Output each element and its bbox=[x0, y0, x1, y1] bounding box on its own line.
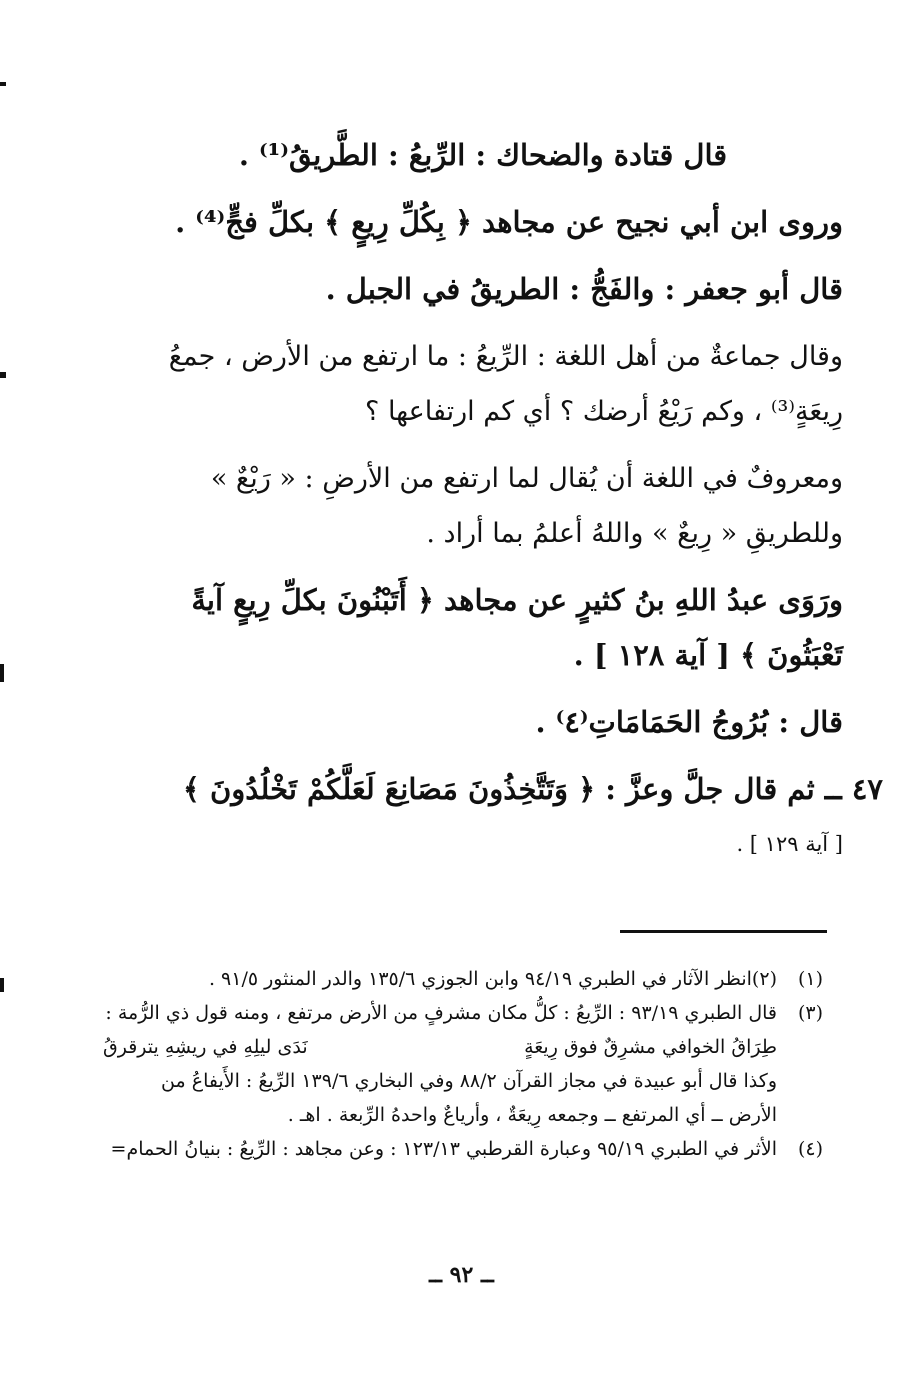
text-line: وقال جماعةٌ من أهل اللغة : الرِّيعُ : ما ارتفع من الأرض ، جمعُ bbox=[168, 341, 843, 372]
page-number: ــ ٩٢ ــ bbox=[429, 1262, 494, 1288]
footnote-number: (١) bbox=[797, 968, 823, 990]
margin-mark bbox=[0, 82, 6, 86]
text-line: رِيعَةٍ⁽³⁾ ، وكم رَيْعُ أرضك ؟ أي كم ارتفاعها ؟ bbox=[365, 396, 843, 427]
paragraph bbox=[83, 451, 843, 561]
text-line: قال : بُرُوجُ الحَمَامَاتِ⁽٤⁾ . bbox=[535, 705, 843, 739]
text-line: قال قتادة والضحاك : الرِّبعُ : الطَّريقُ⁽¹⁾ . bbox=[238, 138, 728, 172]
footnotes bbox=[93, 962, 823, 1166]
footnote-line: وكذا قال أبو عبيدة في مجاز القرآن ٨٨/٢ وفي البخاري ١٣٩/٦ الرِّيعُ : الأَيفاعُ من bbox=[161, 1070, 777, 1092]
text-line: قال أبو جعفر : والفَجُّ : الطريقُ في الجبل . bbox=[325, 272, 843, 306]
paragraph bbox=[83, 128, 843, 183]
poem-verse bbox=[93, 1030, 777, 1064]
footnote-body bbox=[93, 996, 777, 1132]
footnote-body bbox=[93, 962, 777, 996]
text-line: وروى ابن أبي نجيح عن مجاهد ﴿ بِكُلِّ رِيعٍ ﴾ بكلِّ فجٍّ⁽⁴⁾ . bbox=[175, 205, 843, 239]
main-text bbox=[83, 128, 883, 884]
text-line: [ آية ١٢٩ ] . bbox=[736, 832, 843, 856]
footnote bbox=[93, 996, 823, 1132]
text-line: ورَوَى عبدُ اللهِ بنُ كثيرٍ عن مجاهد ﴿ أَتَبْنُونَ بكلِّ رِيعٍ آيةً bbox=[191, 583, 843, 617]
footnote-number: (٤) bbox=[797, 1138, 823, 1160]
footnote-separator bbox=[620, 930, 827, 933]
text-line: ومعروفٌ في اللغة أن يُقال لما ارتفع من الأرضِ : « رَيْعٌ » bbox=[210, 463, 843, 494]
footnote-body bbox=[93, 1132, 777, 1166]
paragraph bbox=[83, 762, 883, 872]
footnote bbox=[93, 962, 823, 996]
margin-mark bbox=[0, 372, 6, 378]
text-line: ٤٧ ــ ثم قال جلَّ وعزَّ : ﴿ وَتَتَّخِذُونَ مَصَانِعَ لَعَلَّكُمْ تَخْلُدُونَ ﴾ bbox=[182, 772, 883, 806]
footnote-line: (٢)انظر الآثار في الطبري ٩٤/١٩ وابن الجوزي ١٣٥/٦ والدر المنثور ٩١/٥ . bbox=[208, 968, 777, 990]
poem-hemistich: نَدَى ليلِهِ في ريشِهِ يترقرقُ bbox=[103, 1036, 308, 1058]
margin-mark bbox=[0, 978, 4, 992]
footnote-line: الأثر في الطبري ٩٥/١٩ وعبارة القرطبي ١٢٣/١٣ : وعن مجاهد : الرِّيعُ : بنيانُ الحمام= bbox=[110, 1138, 777, 1160]
poem-hemistich: طِرَاقُ الخوافي مشرِقٌ فوق رِيعَةٍ bbox=[524, 1036, 777, 1058]
footnote bbox=[93, 1132, 823, 1166]
footnote-number: (٣) bbox=[797, 1002, 823, 1024]
paragraph bbox=[83, 573, 843, 683]
paragraph bbox=[83, 195, 843, 250]
text-line: تَعْبَثُونَ ﴾ [ آية ١٢٨ ] . bbox=[573, 638, 843, 672]
paragraph bbox=[83, 262, 843, 317]
text-line: وللطريقِ « رِيعٌ » واللهُ أعلمُ بما أراد . bbox=[426, 518, 843, 549]
margin-mark bbox=[0, 664, 4, 682]
footnote-line: الأرض ــ أي المرتفع ــ وجمعه رِيعَةٌ ، وأرياعٌ واحدهُ الرِّبعة . اهـ . bbox=[287, 1104, 777, 1126]
footnote-line: قال الطبري ٩٣/١٩ : الرِّيعُ : كلُّ مكان مشرفٍ من الأرض مرتفع ، ومنه قول ذي الرُّمة : bbox=[105, 1002, 777, 1024]
paragraph bbox=[83, 329, 843, 439]
paragraph bbox=[83, 695, 843, 750]
